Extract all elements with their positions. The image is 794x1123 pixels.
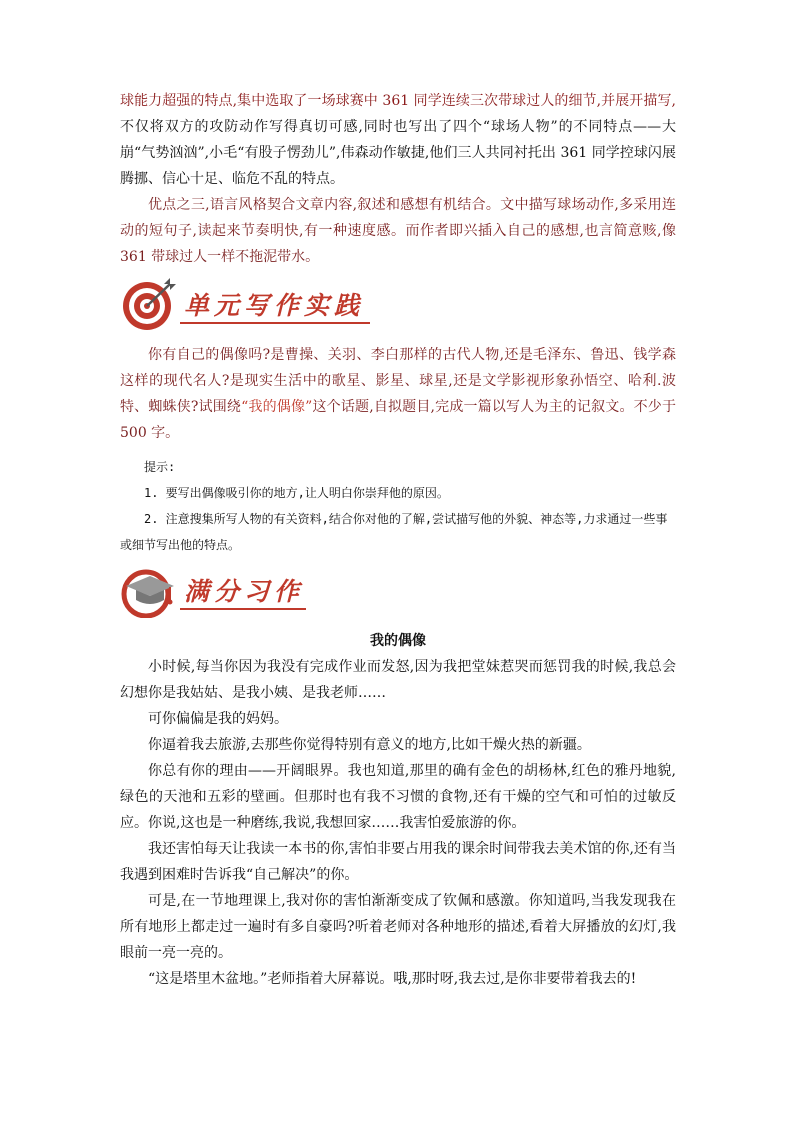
essay-paragraph: 你总有你的理由——开阔眼界。我也知道,那里的确有金色的胡杨林,红色的雅丹地貌,绿色的天池和五彩的壁画。但那时也有我不习惯的食物,还有干燥的空气和可怕的过敏反应。你说,这也是一种磨练,我说,我想回家……我害怕爱旅游的你。 bbox=[120, 763, 676, 831]
intro-paragraph-1 bbox=[120, 88, 676, 192]
essay-paragraph: 可你偏偏是我的妈妈。 bbox=[148, 711, 288, 727]
section-title-practice: 单元写作实践 bbox=[184, 291, 365, 320]
section-title-essay: 满分习作 bbox=[184, 577, 305, 606]
writing-prompt bbox=[120, 342, 676, 446]
tip-2: 2. 注意搜集所写人物的有关资料,结合你对他的了解,尝试描写他的外貌、神态等,力求通过一些事或细节写出他的特点。 bbox=[120, 512, 668, 552]
title-underline bbox=[180, 322, 370, 324]
section-banner-essay bbox=[120, 564, 676, 618]
intro-p1-rest: 不仅将双方的攻防动作写得真切可感,同时也写出了四个“球场人物”的不同特点——大崩“气势汹汹”,小毛“有股子愣劲儿”,伟森动作敏捷,他们三人共同衬托出 361 同学控球闪展腾挪、信心十足、临危不乱的特点。 bbox=[120, 119, 676, 187]
tip-1: 1. 要写出偶像吸引你的地方,让人明白你崇拜他的原因。 bbox=[144, 486, 449, 500]
essay-paragraph: 可是,在一节地理课上,我对你的害怕渐渐变成了钦佩和感激。你知道吗,当我发现我在所有地形上都走过一遍时有多自豪吗?听着老师对各种地形的描述,看着大屏播放的幻灯,我眼前一亮一亮的。 bbox=[120, 893, 676, 961]
essay-paragraph: 我还害怕每天让我读一本书的你,害怕非要占用我的课余时间带我去美术馆的你,还有当我遇到困难时告诉我“自己解决”的你。 bbox=[120, 841, 676, 883]
essay-paragraph: 小时候,每当你因为我没有完成作业而发怒,因为我把堂妹惹哭而惩罚我的时候,我总会幻想你是我姑姑、是我小姨、是我老师…… bbox=[120, 659, 676, 701]
prompt-topic: “我的偶像” bbox=[241, 399, 313, 415]
intro-p1-line1: 球能力超强的特点,集中选取了一场球赛中 361 同学连续三次带球过人的细节,并展开描写, bbox=[120, 93, 676, 109]
essay-title: 我的偶像 bbox=[370, 633, 426, 649]
essay-paragraph: 你逼着我去旅游,去那些你觉得特别有意义的地方,比如干燥火热的新疆。 bbox=[148, 737, 591, 753]
essay-paragraph: “这是塔里木盆地。”老师指着大屏幕说。哦,那时呀,我去过,是你非要带着我去的! bbox=[148, 971, 637, 987]
tips-label: 提示: bbox=[144, 460, 176, 474]
page-content bbox=[120, 88, 676, 992]
section-banner-practice bbox=[120, 278, 676, 332]
graduation-cap-icon bbox=[120, 564, 178, 618]
prompt-part-b: 这个话题,自拟题目,完成一篇以写人为主的记叙文。不少于 500 字。 bbox=[120, 399, 676, 441]
target-icon bbox=[120, 278, 178, 332]
prompt-part-a: 你有自己的偶像吗?是曹操、关羽、李白那样的古代人物,还是毛泽东、鲁迅、钱学森这样的现代名人?是现实生活中的歌星、影星、球星,还是文学影视形象孙悟空、哈利.波特、蜘蛛侠?试围绕 bbox=[120, 347, 676, 415]
title-underline bbox=[180, 608, 306, 610]
intro-paragraph-2: 优点之三,语言风格契合文章内容,叙述和感想有机结合。文中描写球场动作,多采用连动的短句子,读起来节奏明快,有一种速度感。而作者即兴插入自己的感想,也言简意赅,像 361 带球过人一样不拖泥带水。 bbox=[120, 197, 676, 265]
